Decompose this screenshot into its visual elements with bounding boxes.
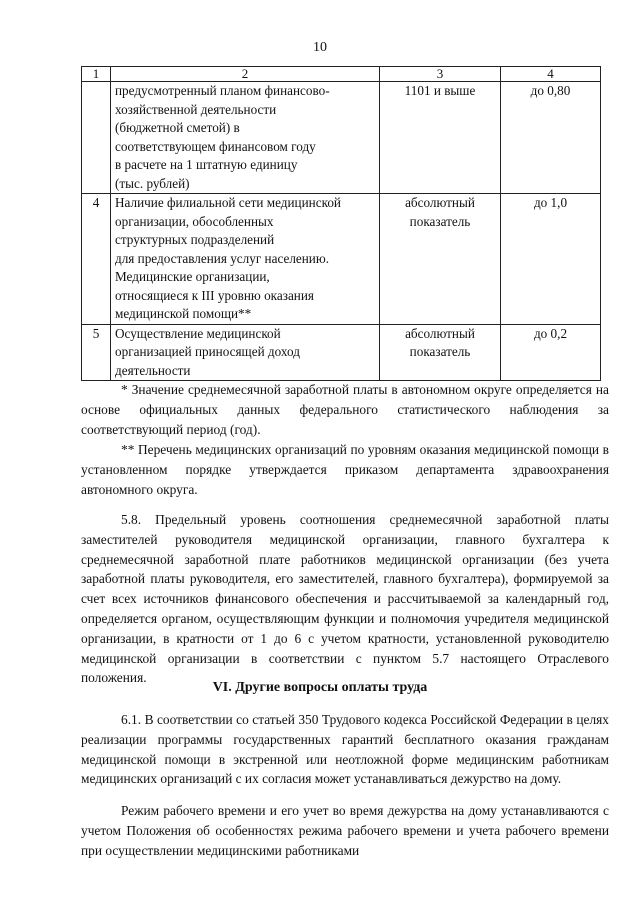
section-heading: VI. Другие вопросы оплаты труда — [212, 680, 428, 695]
footnote-2: ** Перечень медицинских организаций по уровням оказания медицинской помощи в установленном порядке утверждается приказом департамента здравоохранения автономного округа. — [81, 442, 609, 497]
table-row — [82, 194, 601, 325]
row-value: абсолютный показатель — [380, 324, 501, 381]
row-value: абсолютный показатель — [380, 194, 501, 325]
paragraph-5-8: 5.8. Предельный уровень соотношения среднемесячной заработной платы заместителей руководителя медицинской организации, главного бухгалтера к среднемесячной заработной плате работников медицинской организации (без учета заработной платы руководителя, его заместителей, главного бухгалтера), формируемой за счет всех источников финансового обеспечения и рассчитываемой за календарный год, определяется органом, осуществляющим функции и полномочия учредителя медицинской организации, в кратности от 1 до 6 с учетом кратности, установленной руководителю медицинской организации в соответствии с пунктом 5.7 настоящего Отраслевого положения. — [81, 512, 609, 686]
row-coefficient: до 0,2 — [501, 324, 601, 381]
header-col-4: 4 — [501, 67, 601, 82]
row-coefficient: до 1,0 — [501, 194, 601, 325]
row-description: Наличие филиальной сети медицинской организации, обособленных структурных подразделений для предоставления услуг населению. Медицинские организации, относящиеся к III уровню оказания медицинской помощи** — [111, 194, 380, 325]
row-description: Осуществление медицинской организацией приносящей доход деятельности — [111, 324, 380, 381]
header-col-3: 3 — [380, 67, 501, 82]
coefficients-table — [81, 66, 601, 381]
table-row — [82, 324, 601, 381]
header-col-2: 2 — [111, 67, 380, 82]
row-coefficient: до 0,80 — [501, 82, 601, 194]
paragraph-regime: Режим рабочего времени и его учет во время дежурства на дому устанавливаются с учетом Положения об особенностях режима рабочего времени и учета рабочего времени при осуществлении медицинскими работниками — [81, 803, 609, 858]
page-number: 10 — [313, 40, 327, 55]
row-value: 1101 и выше — [380, 82, 501, 194]
table-header-row — [82, 67, 601, 82]
header-col-1: 1 — [82, 67, 111, 82]
footnote-1: * Значение среднемесячной заработной платы в автономном округе определяется на основе официальных данных федерального статистического наблюдения за соответствующий период (год). — [81, 382, 609, 437]
row-description: предусмотренный планом финансово- хозяйственной деятельности (бюджетной сметой) в соответствующем финансовом году в расчете на 1 штатную единицу (тыс. рублей) — [111, 82, 380, 194]
row-number: 5 — [82, 324, 111, 381]
footnotes — [81, 380, 609, 500]
row-number — [82, 82, 111, 194]
paragraph-6-1: 6.1. В соответствии со статьей 350 Трудового кодекса Российской Федерации в целях реализации программы государственных гарантий бесплатного оказания гражданам медицинской помощи в экстренной или неотложной форме медицинским работникам медицинских организаций с их согласия может устанавливаться дежурство на дому. — [81, 712, 609, 787]
table-row — [82, 82, 601, 194]
row-number: 4 — [82, 194, 111, 325]
